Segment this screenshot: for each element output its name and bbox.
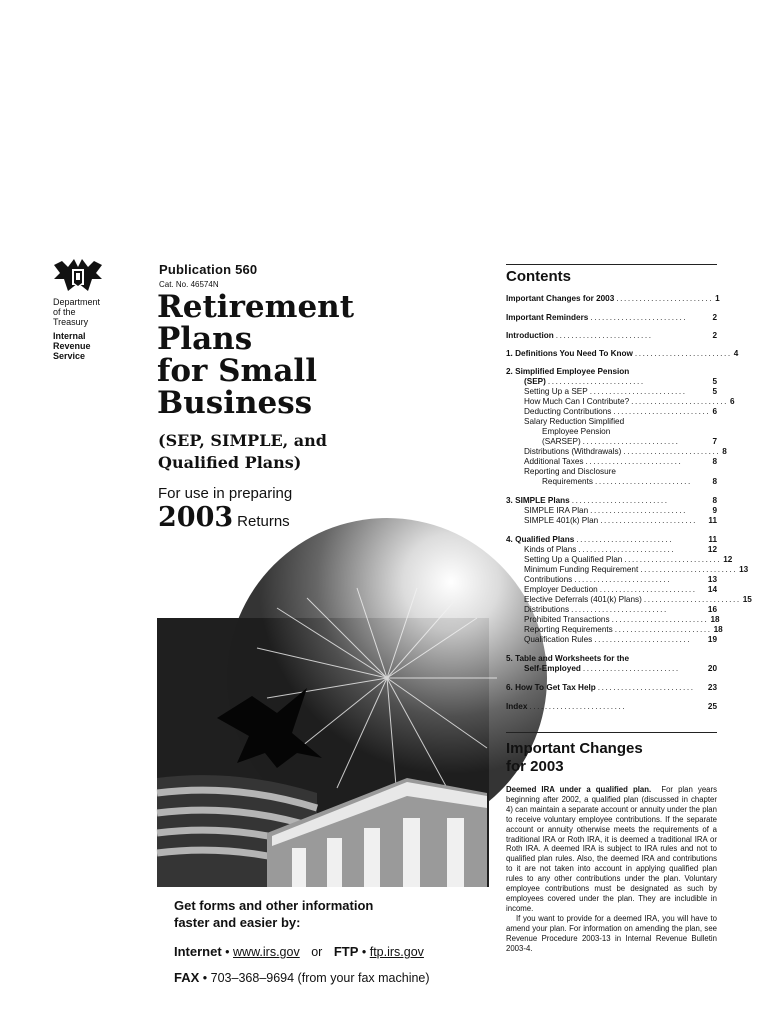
toc-entry[interactable]: Employer Deduction ......................... 14 — [524, 585, 717, 594]
toc-entry[interactable]: Salary Reduction Simplified — [524, 417, 625, 426]
toc-entry[interactable]: (SARSEP) ......................... 7 — [542, 437, 717, 446]
toc-entry[interactable]: How Much Can I Contribute? ......................... 6 — [524, 397, 735, 406]
toc-entry[interactable]: Introduction ......................... 2 — [506, 331, 717, 340]
for-use-text: For use in preparing — [158, 485, 293, 502]
toc-entry[interactable]: SIMPLE 401(k) Plan ......................... 11 — [524, 516, 717, 525]
toc-entry[interactable]: 3. SIMPLE Plans ......................... 8 — [506, 496, 717, 505]
section-rule — [506, 732, 717, 733]
info-box-heading: Get forms and other information faster and easier by: — [174, 898, 374, 930]
bullet-icon: • — [225, 945, 230, 959]
forms-info-box — [157, 887, 489, 1018]
toc-entry[interactable]: Minimum Funding Requirement ......................... 13 — [524, 565, 749, 574]
toc-entry[interactable]: Qualification Rules ......................... 19 — [524, 635, 717, 644]
toc-entry[interactable]: Setting Up a Qualified Plan ......................... 12 — [524, 555, 733, 564]
toc-entry[interactable]: Important Reminders ......................... 2 — [506, 313, 717, 322]
toc-entry[interactable]: 5. Table and Worksheets for the — [506, 654, 629, 663]
toc-entry[interactable]: 4. Qualified Plans ......................... 11 — [506, 535, 717, 544]
toc-entry[interactable]: Distributions ......................... 16 — [524, 605, 717, 614]
toc-entry[interactable]: Deducting Contributions ......................... 6 — [524, 407, 717, 416]
tax-year: 2003 — [158, 502, 234, 533]
toc-entry[interactable]: Additional Taxes ......................... 8 — [524, 457, 717, 466]
publication-title: Retirement Plans for Small Business — [157, 289, 355, 421]
fax-row — [174, 970, 430, 985]
ftp-site-link[interactable]: ftp.irs.gov — [369, 945, 424, 959]
internet-ftp-row — [174, 944, 424, 959]
toc-entry[interactable]: Prohibited Transactions ......................... 18 — [524, 615, 720, 624]
catalog-number: Cat. No. 46574N — [159, 280, 219, 289]
toc-entry[interactable]: (SEP) ......................... 5 — [524, 377, 717, 386]
toc-entry[interactable]: Reporting and Disclosure — [524, 467, 616, 476]
cover-photo — [157, 618, 489, 1018]
fax-number: 703–368–9694 (from your fax machine) — [210, 971, 430, 985]
toc-entry[interactable]: Reporting Requirements ......................... 18 — [524, 625, 723, 634]
department-of-treasury: Department of the Treasury — [53, 297, 101, 327]
internal-revenue-service: Internal Revenue Service — [53, 331, 91, 361]
irs-website-link[interactable]: www.irs.gov — [233, 945, 300, 959]
toc-entry[interactable]: 6. How To Get Tax Help ......................... 23 — [506, 683, 717, 692]
internet-label: Internet — [174, 944, 222, 959]
publication-subtitle: (SEP, SIMPLE, and Qualified Plans) — [158, 431, 327, 472]
important-changes-heading: Important Changes for 2003 — [506, 740, 643, 775]
toc-entry[interactable]: Kinds of Plans ......................... 12 — [524, 545, 717, 554]
returns-label: Returns — [237, 513, 290, 530]
toc-entry[interactable]: Elective Deferrals (401(k) Plans) ......................... 15 — [524, 595, 752, 604]
or-text: or — [311, 945, 323, 959]
toc-entry[interactable]: 1. Definitions You Need To Know ......................... 4 — [506, 349, 739, 358]
publication-number: Publication 560 — [159, 262, 258, 277]
toc-entry[interactable]: Employee Pension — [542, 427, 611, 436]
toc-entry[interactable]: Contributions ......................... 13 — [524, 575, 717, 584]
important-changes-body — [506, 785, 717, 953]
amend-plan-paragraph: If you want to provide for a deemed IRA, you will have to amend your plan. For information on amending the plan, see Revenue Procedure 2003-13 in Internal Revenue Bulletin 2003-4. — [506, 913, 717, 953]
bullet-icon: • — [361, 945, 367, 959]
ftp-label: FTP — [333, 944, 359, 959]
toc-entry[interactable]: Index ......................... 25 — [506, 702, 717, 711]
toc-entry[interactable]: Important Changes for 2003 ......................... 1 — [506, 294, 720, 303]
fax-label: FAX — [174, 970, 200, 985]
tax-year-line — [158, 502, 290, 533]
toc-entry[interactable]: SIMPLE IRA Plan ......................... 9 — [524, 506, 717, 515]
bullet-icon: • — [202, 971, 208, 985]
toc-entry[interactable]: 2. Simplified Employee Pension — [506, 367, 630, 376]
irs-eagle-logo-icon — [52, 257, 104, 293]
deemed-ira-paragraph: Deemed IRA under a qualified plan. For plan years beginning after 2002, a qualified plan (discussed in chapter 4) can maintain a separate account or annuity under the plan to receive voluntary employee contributions. If the separate account or annuity otherwise meets the requirements of a traditional IRA or Roth IRA, it is deemed a traditional IRA or Roth IRA. A deemed IRA is subject to IRA rules and not to qualified plan rules. Also, the deemed IRA and contributions to it are not taken into account in applying qualified plan rules to any other contributions under the plan. Voluntary employee contributions must be designated as such by employees covered under the plan. They are includible in income. — [506, 785, 717, 913]
toc-entry[interactable]: Setting Up a SEP ......................... 5 — [524, 387, 717, 396]
toc-entry[interactable]: Self-Employed ......................... 20 — [524, 664, 717, 673]
contents-rule — [506, 264, 717, 265]
contents-heading: Contents — [506, 268, 571, 285]
toc-entry[interactable]: Distributions (Withdrawals) ......................... 8 — [524, 447, 727, 456]
toc-entry[interactable]: Requirements ......................... 8 — [542, 477, 717, 486]
